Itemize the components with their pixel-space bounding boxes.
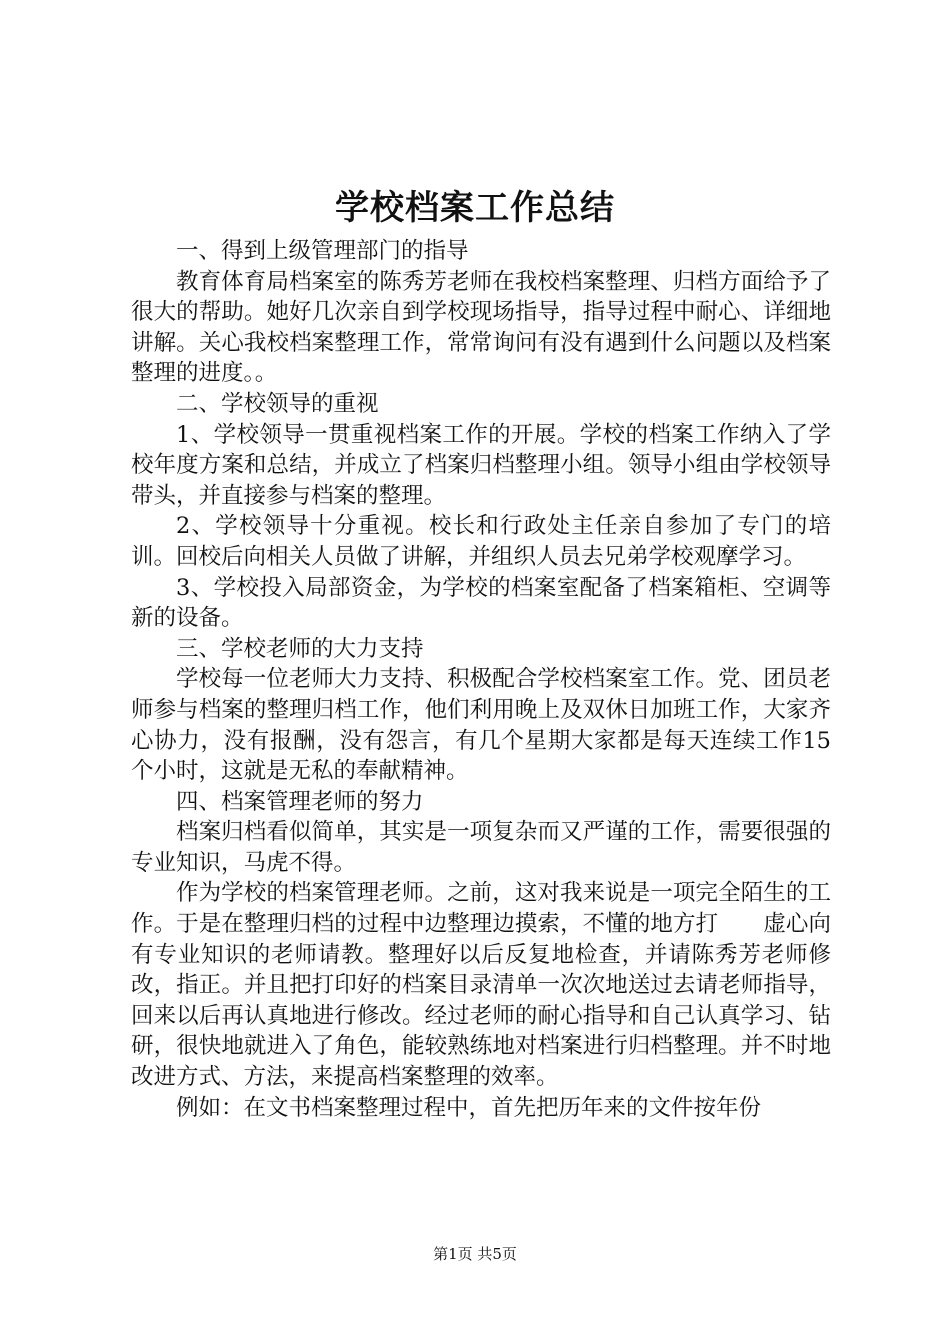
- page-number-footer: 第1页 共5页: [433, 1245, 517, 1263]
- section-heading-4: 四、档案管理老师的努力: [176, 788, 424, 815]
- document-title: 学校档案工作总结: [335, 188, 615, 228]
- paragraph: 3、学校投入局部资金，为学校的档案室配备了档案箱柜、空调等新的设备。: [131, 574, 831, 632]
- document-body: [131, 236, 831, 1123]
- paragraph: 作为学校的档案管理老师。之前，这对我来说是一项完全陌生的工作。于是在整理归档的过程中边整理边摸索，不懂的地方打 虚心向有专业知识的老师请教。整理好以后反复地检查，并请陈秀芳老师修改，指正。并且把打印好的档案目录清单一次次地送过去请老师指导，回来以后再认真地进行修改。经过老师的耐心指导和自己认真学习、钻研，很快地就进入了角色，能较熟练地对档案进行归档整理。并不时地改进方式、方法，来提高档案整理的效率。: [131, 880, 831, 1091]
- section-heading-2: 二、学校领导的重视: [176, 390, 379, 417]
- paragraph: 学校每一位老师大力支持、积极配合学校档案室工作。党、团员老师参与档案的整理归档工作，他们利用晚上及双休日加班工作，大家齐心协力，没有报酬，没有怨言，有几个星期大家都是每天连续工作15个小时，这就是无私的奉献精神。: [131, 666, 831, 785]
- paragraph: 1、学校领导一贯重视档案工作的开展。学校的档案工作纳入了学校年度方案和总结，并成立了档案归档整理小组。领导小组由学校领导带头，并直接参与档案的整理。: [131, 421, 831, 509]
- paragraph: 例如：在文书档案整理过程中，首先把历年来的文件按年份: [176, 1094, 762, 1121]
- paragraph: 2、学校领导十分重视。校长和行政处主任亲自参加了专门的培训。回校后向相关人员做了讲解，并组织人员去兄弟学校观摩学习。: [131, 513, 831, 570]
- section-heading-1: 一、得到上级管理部门的指导: [176, 238, 469, 264]
- paragraph: 档案归档看似简单，其实是一项复杂而又严谨的工作，需要很强的专业知识，马虎不得。: [131, 819, 831, 876]
- paragraph: 教育体育局档案室的陈秀芳老师在我校档案整理、归档方面给予了很大的帮助。她好几次亲自到学校现场指导，指导过程中耐心、详细地讲解。关心我校档案整理工作，常常询问有没有遇到什么问题以及档案整理的进度。。: [131, 268, 831, 387]
- section-heading-3: 三、学校老师的大力支持: [176, 635, 424, 662]
